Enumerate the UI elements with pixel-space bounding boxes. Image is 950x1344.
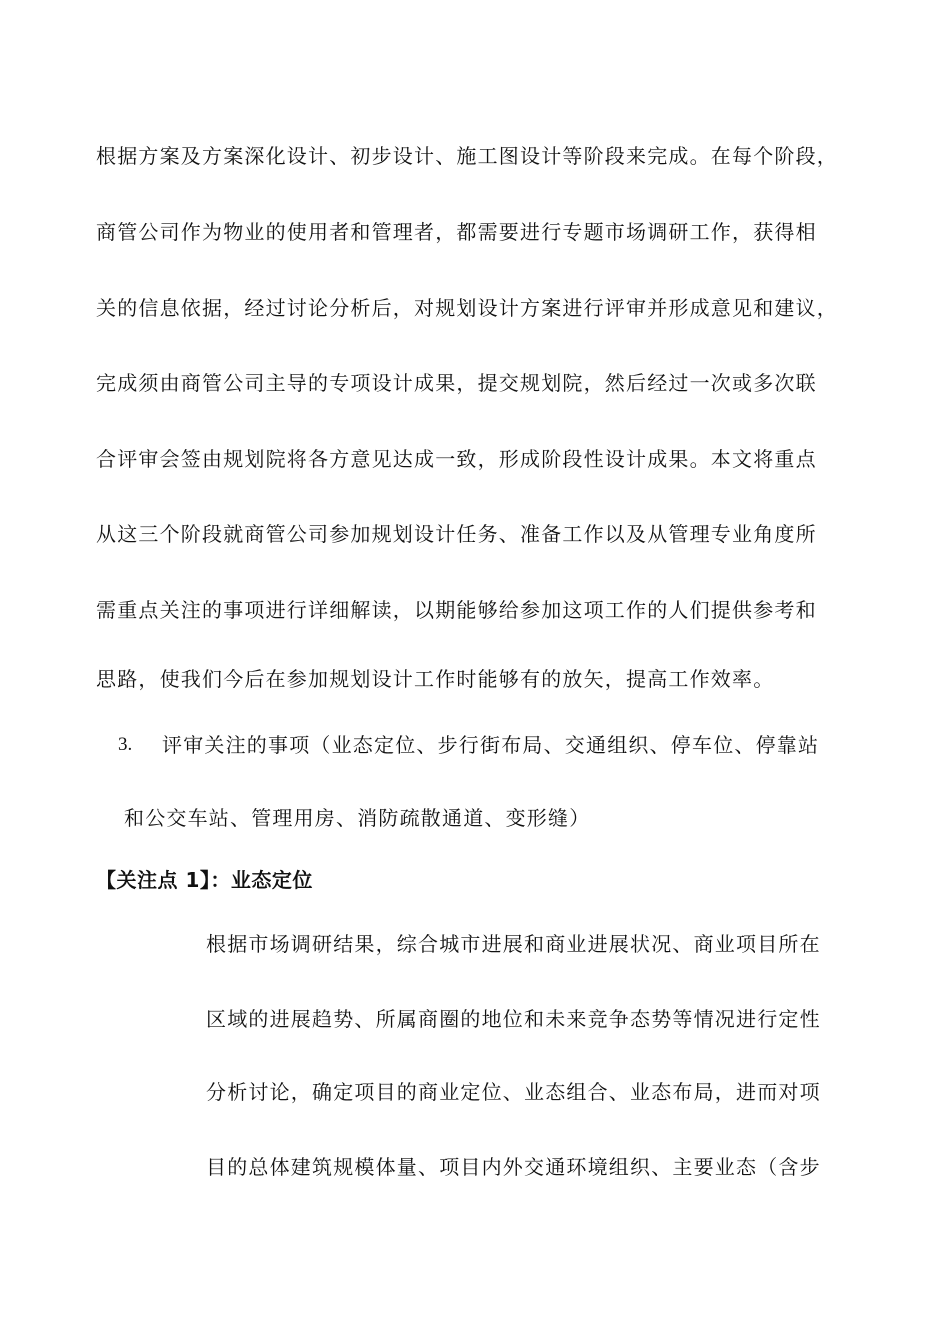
intro-paragraph-line: 关的信息依据，经过讨论分析后，对规划设计方案进行评审并形成意见和建议， bbox=[96, 296, 838, 320]
list-item-number: 3. bbox=[118, 734, 133, 755]
focus-paragraph-line: 目的总体建筑规模体量、项目内外交通环境组织、主要业态（含步 bbox=[206, 1155, 821, 1179]
intro-paragraph-line: 根据方案及方案深化设计、初步设计、施工图设计等阶段来完成。在每个阶段， bbox=[96, 144, 838, 168]
intro-paragraph-line: 完成须由商管公司主导的专项设计成果，提交规划院，然后经过一次或多次联 bbox=[96, 371, 817, 395]
focus-paragraph-line: 根据市场调研结果，综合城市进展和商业进展状况、商业项目所在 bbox=[206, 932, 821, 956]
intro-paragraph-line: 商管公司作为物业的使用者和管理者，都需要进行专题市场调研工作，获得相 bbox=[96, 220, 817, 244]
focus-paragraph-line: 区域的进展趋势、所属商圈的地位和未来竞争态势等情况进行定性 bbox=[206, 1007, 821, 1031]
intro-paragraph-line: 需重点关注的事项进行详细解读，以期能够给参加这项工作的人们提供参考和 bbox=[96, 598, 817, 622]
intro-paragraph-line: 思路，使我们今后在参加规划设计工作时能够有的放矢，提高工作效率。 bbox=[96, 667, 775, 691]
focus-paragraph-line: 分析讨论，确定项目的商业定位、业态组合、业态布局，进而对项 bbox=[206, 1080, 821, 1104]
intro-paragraph-line: 合评审会签由规划院将各方意见达成一致，形成阶段性设计成果。本文将重点 bbox=[96, 447, 817, 471]
section-heading: 【关注点 1】：业态定位 bbox=[96, 868, 313, 892]
intro-paragraph-line: 从这三个阶段就商管公司参加规划设计任务、准备工作以及从管理专业角度所 bbox=[96, 522, 817, 546]
list-item-text: 评审关注的事项（业态定位、步行街布局、交通组织、停车位、停靠站 bbox=[162, 733, 820, 757]
list-item-text: 和公交车站、管理用房、消防疏散通道、变形缝） bbox=[124, 806, 591, 830]
